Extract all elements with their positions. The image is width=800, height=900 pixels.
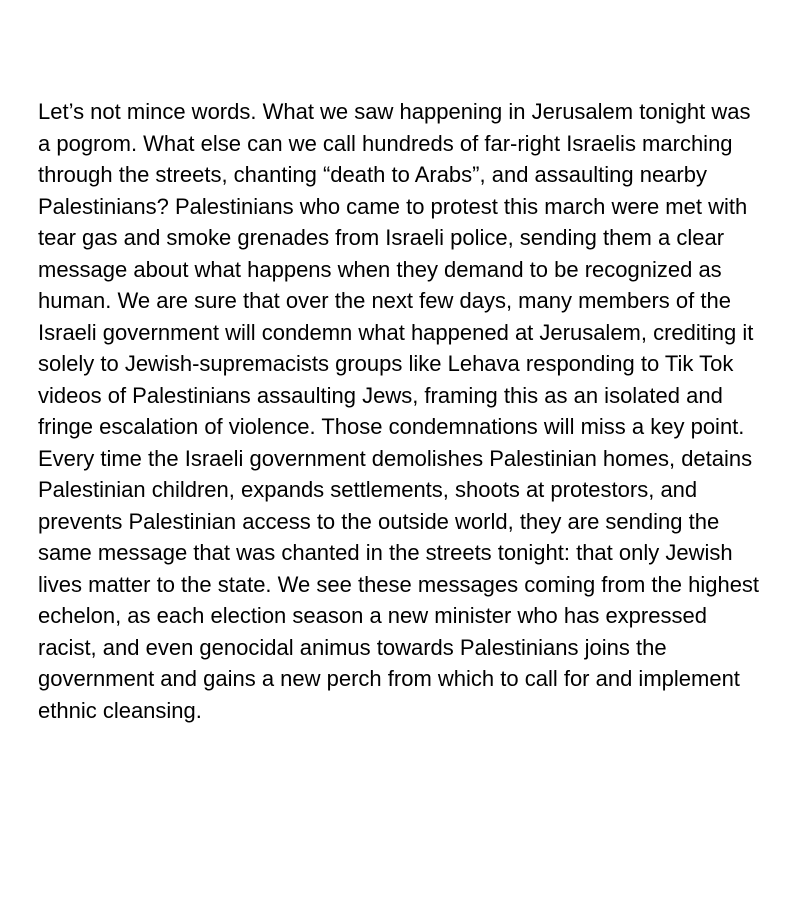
body-paragraph: Let’s not mince words. What we saw happening in Jerusalem tonight was a pogrom. What else can we call hundreds of far-right Israelis marching through the streets, chanting “death to Arabs”, and assaulting nearby Palestinians? Palestinians who came to protest this march were met with tear gas and smoke grenades from Israeli police, sending them a clear message about what happens when they demand to be recognized as human. We are sure that over the next few days, many members of the Israeli government will condemn what happened at Jerusalem, crediting it solely to Jewish-supremacists groups like Lehava responding to Tik Tok videos of Palestinians assaulting Jews, framing this as an isolated and fringe escalation of violence. Those condemnations will miss a key point. Every time the Israeli government demolishes Palestinian homes, detains Palestinian children, expands settlements, shoots at protestors, and prevents Palestinian access to the outside world, they are sending the same message that was chanted in the streets tonight: that only Jewish lives matter to the state. We see these messages coming from the highest echelon, as each election season a new minister who has expressed racist, and even genocidal animus towards Palestinians joins the government and gains a new perch from which to call for and implement ethnic cleansing. [38, 99, 760, 723]
document-page [38, 96, 768, 726]
